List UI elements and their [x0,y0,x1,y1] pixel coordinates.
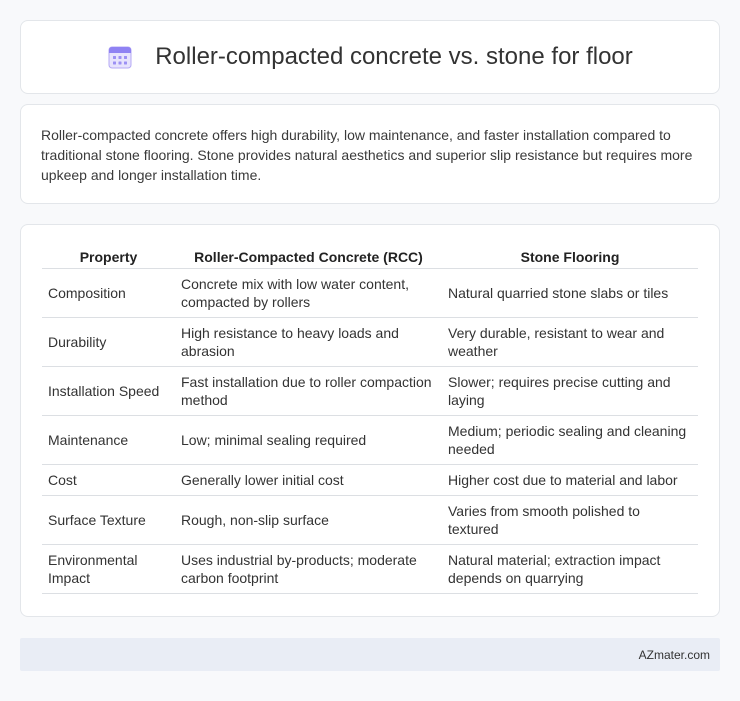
title-row [107,43,633,71]
header-stone: Stone Flooring [442,245,698,269]
cell-property: Installation Speed [42,367,175,416]
table-header-row [42,245,698,269]
cell-stone: Very durable, resistant to wear and weather [442,318,698,367]
footer-brand: AZmater.com [638,647,710,662]
cell-rcc: High resistance to heavy loads and abrasion [175,318,442,367]
table-row [42,318,698,367]
cell-stone: Higher cost due to material and labor [442,465,698,496]
cell-stone: Natural material; extraction impact depends on quarrying [442,545,698,594]
intro-card [20,104,720,204]
cell-property: Surface Texture [42,496,175,545]
comparison-card [20,224,720,617]
cell-rcc: Generally lower initial cost [175,465,442,496]
intro-text: Roller-compacted concrete offers high durability, low maintenance, and faster installation compared to traditional stone flooring. Stone provides natural aesthetics and superior slip resistance but requires more upkeep and longer installation time. [41,127,693,183]
table-row [42,496,698,545]
cell-property: Environmental Impact [42,545,175,594]
table-row [42,269,698,318]
table-row [42,545,698,594]
cell-rcc: Concrete mix with low water content, compacted by rollers [175,269,442,318]
table-row [42,465,698,496]
footer-bar [20,638,720,671]
header-property: Property [42,245,175,269]
comparison-table [42,245,698,594]
table-row [42,416,698,465]
calendar-icon [107,44,133,70]
header-rcc: Roller-Compacted Concrete (RCC) [175,245,442,269]
cell-stone: Medium; periodic sealing and cleaning needed [442,416,698,465]
cell-property: Durability [42,318,175,367]
cell-rcc: Low; minimal sealing required [175,416,442,465]
cell-stone: Slower; requires precise cutting and laying [442,367,698,416]
cell-rcc: Rough, non-slip surface [175,496,442,545]
cell-rcc: Fast installation due to roller compaction method [175,367,442,416]
cell-rcc: Uses industrial by-products; moderate carbon footprint [175,545,442,594]
cell-property: Cost [42,465,175,496]
cell-property: Composition [42,269,175,318]
cell-stone: Natural quarried stone slabs or tiles [442,269,698,318]
cell-stone: Varies from smooth polished to textured [442,496,698,545]
page-title: Roller-compacted concrete vs. stone for floor [155,43,633,70]
title-card [20,20,720,94]
cell-property: Maintenance [42,416,175,465]
table-row [42,367,698,416]
